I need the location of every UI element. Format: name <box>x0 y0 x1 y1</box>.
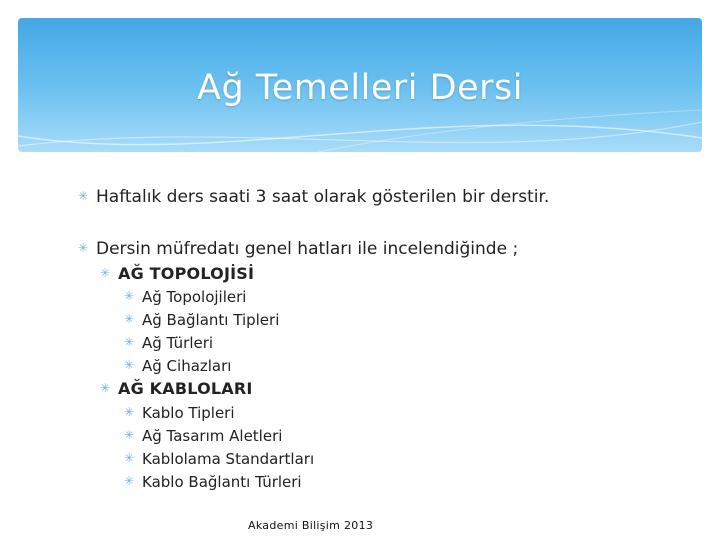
list-item-text: Ağ Tasarım Aletleri <box>142 427 283 445</box>
list-item <box>124 334 213 352</box>
asterisk-bullet-icon: ✳ <box>78 241 89 255</box>
list-item <box>124 427 282 445</box>
list-item-text: Kablo Tipleri <box>142 404 235 422</box>
asterisk-bullet-icon: ✳ <box>124 405 135 419</box>
title-banner <box>18 18 702 152</box>
footer-text: Akademi Bilişim 2013 <box>248 519 374 532</box>
list-item-text: Kablo Bağlantı Türleri <box>142 473 302 491</box>
asterisk-bullet-icon: ✳ <box>124 428 135 442</box>
list-item-text: Ağ Topolojileri <box>142 288 247 306</box>
asterisk-bullet-icon: ✳ <box>124 289 135 303</box>
list-item <box>124 357 231 375</box>
asterisk-bullet-icon: ✳ <box>124 335 135 349</box>
bullet-item <box>78 187 549 207</box>
list-item-text: Ağ Bağlantı Tipleri <box>142 311 280 329</box>
asterisk-bullet-icon: ✳ <box>124 451 135 465</box>
asterisk-bullet-icon: ✳ <box>124 312 135 326</box>
list-item <box>124 311 279 329</box>
list-item <box>124 450 314 468</box>
list-item-text: Kablolama Standartları <box>142 450 315 468</box>
asterisk-bullet-icon: ✳ <box>100 381 111 395</box>
list-item-text: Ağ Cihazları <box>142 357 232 375</box>
subheading-topology <box>100 264 254 283</box>
bullet-text: Haftalık ders saati 3 saat olarak gösterilen bir derstir. <box>96 187 550 207</box>
asterisk-bullet-icon: ✳ <box>78 189 89 203</box>
bullet-item <box>78 239 518 259</box>
list-item <box>124 288 246 306</box>
subheading-text: AĞ TOPOLOJİSİ <box>118 264 255 283</box>
subheading-text: AĞ KABLOLARI <box>118 379 253 398</box>
list-item <box>124 404 235 422</box>
asterisk-bullet-icon: ✳ <box>124 474 135 488</box>
list-item-text: Ağ Türleri <box>142 334 214 352</box>
asterisk-bullet-icon: ✳ <box>100 266 111 280</box>
slide-title: Ağ Temelleri Dersi <box>197 68 523 108</box>
list-item <box>124 473 302 491</box>
subheading-cables <box>100 379 253 398</box>
bullet-text: Dersin müfredatı genel hatları ile incelendiğinde ; <box>96 239 519 259</box>
asterisk-bullet-icon: ✳ <box>124 358 135 372</box>
